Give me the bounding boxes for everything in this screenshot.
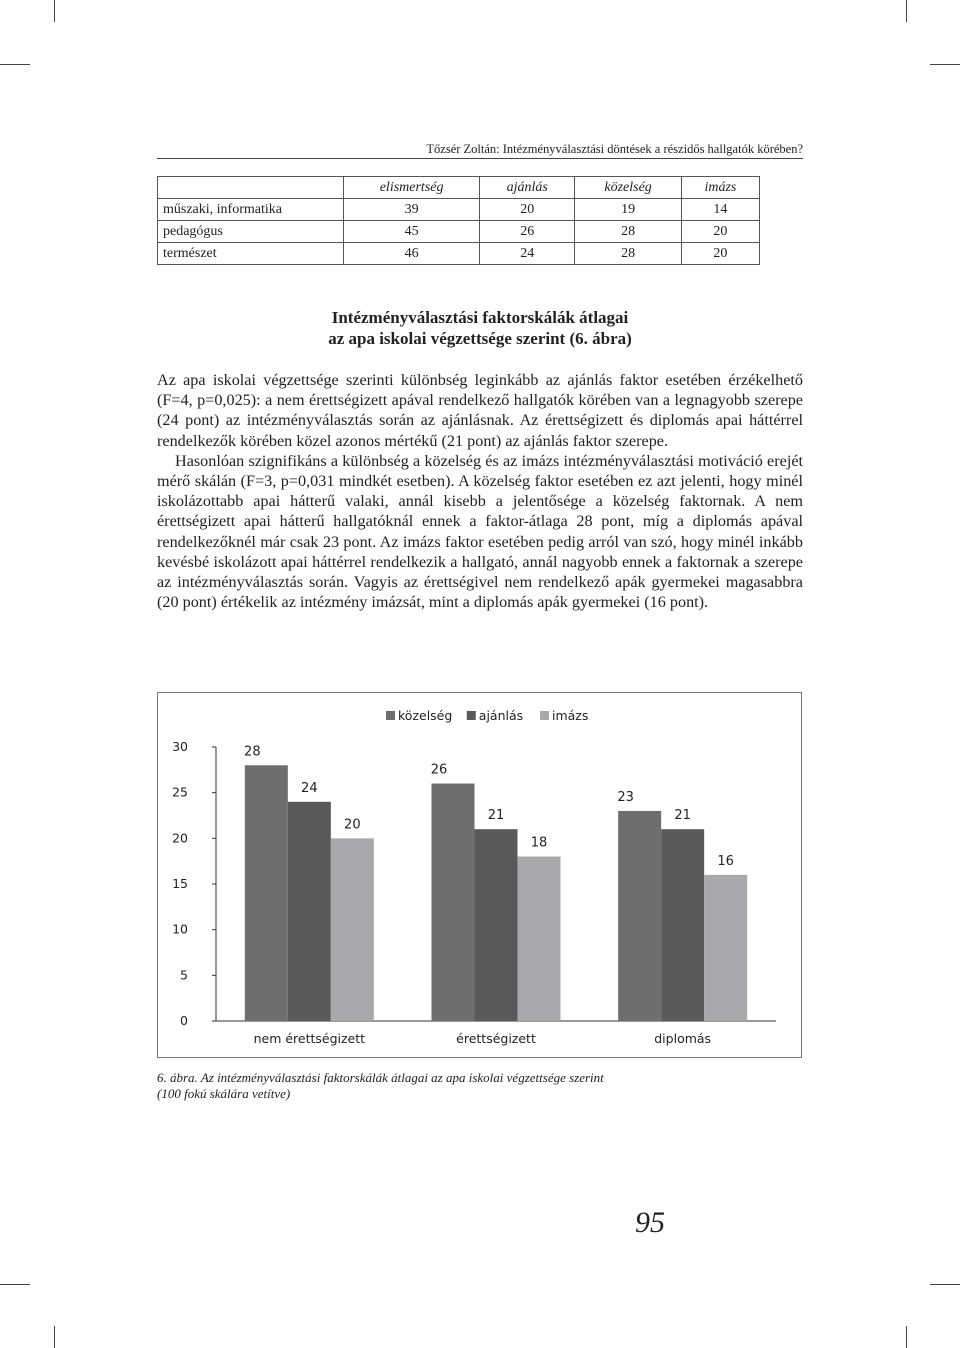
- crop-mark: [906, 0, 907, 22]
- section-title-line: az apa iskolai végzettsége szerint (6. ábra): [328, 329, 632, 348]
- caption-line: (100 fokú skálára vetítve): [157, 1086, 291, 1101]
- table-cell: 24: [480, 243, 575, 265]
- data-label: 23: [617, 789, 634, 805]
- table-cell: 20: [681, 221, 759, 243]
- table-header-cell: ajánlás: [480, 177, 575, 199]
- bar-chart: [157, 692, 802, 1058]
- data-label: 21: [487, 808, 505, 824]
- legend-label: imázs: [552, 708, 589, 723]
- crop-mark: [930, 1284, 960, 1285]
- data-label: 24: [301, 780, 318, 796]
- bar: [661, 829, 704, 1021]
- x-tick-label: diplomás: [654, 1031, 712, 1046]
- table-cell: 20: [681, 243, 759, 265]
- crop-mark: [54, 1326, 55, 1348]
- y-tick-label: 15: [172, 876, 188, 891]
- legend-swatch: [386, 711, 395, 720]
- caption-line: 6. ábra. Az intézményválasztási faktorskálák átlagai az apa iskolai végzettsége szerint: [157, 1070, 604, 1085]
- data-label: 28: [244, 744, 261, 760]
- row-label: pedagógus: [158, 221, 344, 243]
- table-cell: 26: [480, 221, 575, 243]
- y-tick-label: 20: [172, 830, 188, 846]
- table-cell: 45: [344, 221, 480, 243]
- y-tick-label: 10: [172, 921, 188, 937]
- legend-swatch: [467, 711, 476, 720]
- bar: [704, 875, 747, 1021]
- bar: [618, 811, 661, 1021]
- y-tick-label: 5: [180, 967, 188, 983]
- data-label: 21: [674, 808, 691, 824]
- section-title: [157, 307, 803, 349]
- data-label: 18: [530, 835, 548, 851]
- crop-mark: [0, 1284, 30, 1285]
- page-number: 95: [635, 1206, 665, 1239]
- row-label: műszaki, informatika: [158, 199, 344, 221]
- crop-mark: [906, 1326, 907, 1348]
- data-label: 20: [344, 817, 361, 833]
- x-tick-label: nem érettségizett: [253, 1031, 366, 1046]
- table-header-cell: közelség: [575, 177, 681, 199]
- x-tick-label: érettségizett: [456, 1031, 536, 1046]
- running-head: Tőzsér Zoltán: Intézményválasztási döntések a részidős hallgatók körében?: [426, 142, 803, 156]
- bar: [475, 829, 518, 1021]
- y-tick-label: 25: [172, 784, 188, 800]
- bar: [245, 765, 288, 1021]
- crop-mark: [930, 64, 960, 65]
- y-tick-label: 0: [180, 1013, 188, 1028]
- table-header-cell: [158, 177, 344, 199]
- data-label: 16: [717, 853, 734, 869]
- header-rule: [157, 158, 803, 159]
- table-header-row: [158, 177, 760, 199]
- y-tick-label: 30: [172, 739, 188, 754]
- section-title-line: Intézményválasztási faktorskálák átlagai: [331, 308, 629, 327]
- table-cell: 28: [575, 243, 681, 265]
- table-row: [158, 221, 760, 243]
- table-header-cell: elismertség: [344, 177, 480, 199]
- legend-label: közelség: [398, 708, 453, 723]
- crop-mark: [54, 0, 55, 22]
- table-cell: 46: [344, 243, 480, 265]
- legend-label: ajánlás: [478, 708, 524, 723]
- table-cell: 14: [681, 199, 759, 221]
- figure-caption: [157, 1070, 717, 1102]
- legend-swatch: [540, 711, 549, 720]
- bar: [331, 838, 374, 1021]
- table-header-cell: imázs: [681, 177, 759, 199]
- table-cell: 28: [575, 221, 681, 243]
- bar-chart-svg: [158, 693, 801, 1057]
- paragraph: Hasonlóan szignifikáns a különbség a közelség és az imázs intézményválasztási motiváció erejét mérő skálán (F=3, p=0,031 mindkét esetben). A közelség faktor esetében ez azt jelenti, hogy minél iskolázottabb apai hátterű valaki, annál kisebb a jelentősége a közelség faktornak. A nem érettségizett apai hátterű hallgatóknál ennek a faktor-átlaga 28 pont, míg a diplomás apával rendelkezőknél már csak 23 pont. Az imázs faktor esetében pedig arról van szó, hogy minél inkább kevésbé iskolázott apai háttérrel rendelkezik a hallgató, annál nagyobb ennek a faktornak a szerepe az intézményválasztás során. Vagyis az érettségivel nem rendelkező apák gyermekei magasabbra (20 pont) értékelik az intézmény imázsát, mint a diplomás apák gyermekei (16 pont).: [157, 451, 803, 612]
- crop-mark: [0, 64, 30, 65]
- table-cell: 39: [344, 199, 480, 221]
- table-cell: 20: [480, 199, 575, 221]
- table-cell: 19: [575, 199, 681, 221]
- bar: [432, 784, 475, 1021]
- row-label: természet: [158, 243, 344, 265]
- bar: [518, 857, 561, 1021]
- bar: [288, 802, 331, 1021]
- table-row: [158, 199, 760, 221]
- data-label: 26: [430, 762, 448, 778]
- table-row: [158, 243, 760, 265]
- paragraph: Az apa iskolai végzettsége szerinti különbség leginkább az ajánlás faktor esetében érzékelhető (F=4, p=0,025): a nem érettségizett apával rendelkező hallgatók körében van a legnagyobb szerepe (24 pont) az intézményválasztás során az ajánlásnak. Az érettségizett és diplomás apai háttérrel rendelkezők körében közel azonos mértékű (21 pont) az ajánlás faktor szerepe.: [157, 371, 803, 450]
- body-text: [157, 370, 803, 612]
- factor-table: [157, 176, 760, 265]
